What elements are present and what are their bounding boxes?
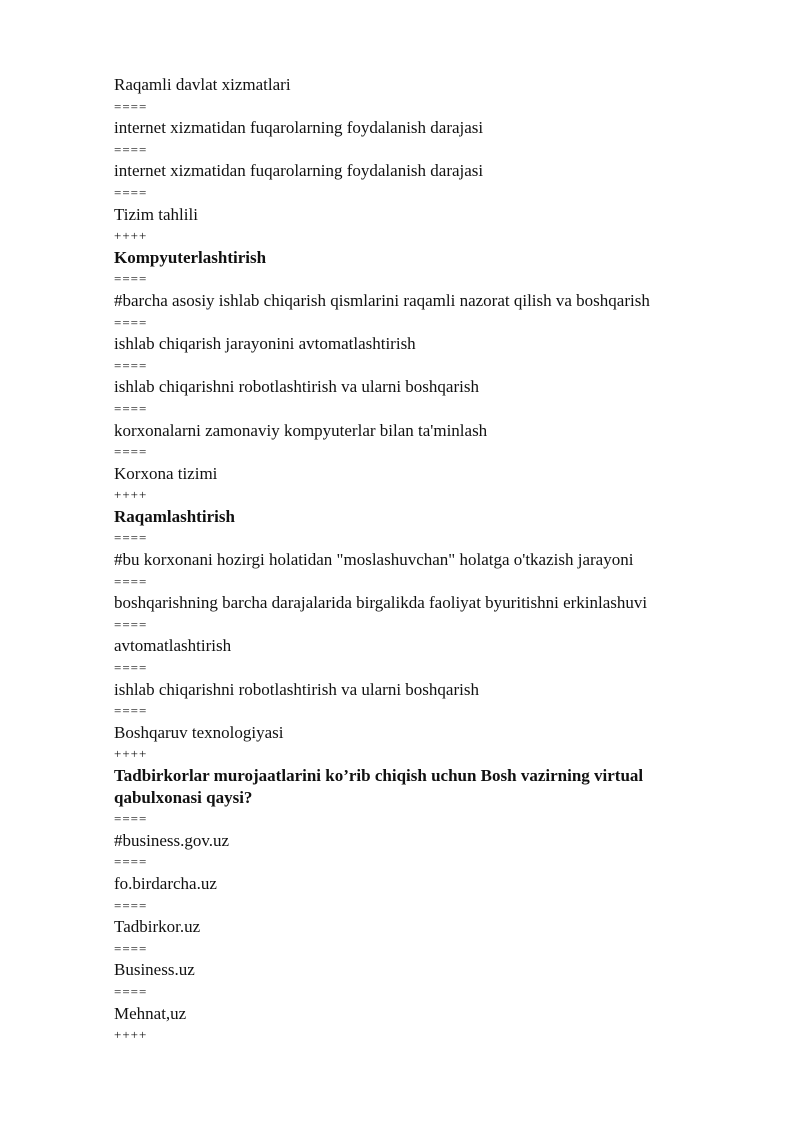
separator-line: ==== — [114, 400, 148, 416]
separator-line: ==== — [114, 184, 148, 200]
separator-line: ==== — [114, 940, 148, 956]
answer-line: Boshqaruv texnologiyasi — [114, 722, 284, 742]
answer-line: Business.uz — [114, 960, 195, 980]
separator-line: ==== — [114, 703, 148, 719]
separator-line: ==== — [114, 897, 148, 913]
separator-line: ==== — [114, 271, 148, 287]
separator-line: ==== — [114, 98, 148, 114]
answer-line: fo.birdarcha.uz — [114, 873, 217, 893]
separator-line: ==== — [114, 616, 148, 632]
separator-line: ==== — [114, 141, 148, 157]
separator-line: ++++ — [114, 746, 148, 762]
answer-line: ishlab chiqarishni robotlashtirish va ularni boshqarish — [114, 377, 479, 397]
answer-line: #business.gov.uz — [114, 830, 230, 850]
document-page — [114, 74, 724, 1046]
answer-line: Raqamli davlat xizmatlari — [114, 75, 291, 94]
separator-line: ==== — [114, 854, 148, 870]
separator-line: ==== — [114, 811, 148, 827]
answer-line: avtomatlashtirish — [114, 636, 232, 656]
answer-line: Korxona tizimi — [114, 463, 218, 483]
separator-line: ++++ — [114, 1027, 148, 1043]
question-heading: Tadbirkorlar murojaatlarini ko’rib chiqish uchun Bosh vazirning virtual qabulxonasi qaysi? — [114, 766, 644, 807]
separator-line: ++++ — [114, 487, 148, 503]
question-heading: Raqamlashtirish — [114, 506, 235, 526]
separator-line: ==== — [114, 314, 148, 330]
question-heading: Kompyuterlashtirish — [114, 247, 267, 267]
answer-line: boshqarishning barcha darajalarida birgalikda faoliyat byuritishni erkinlashuvi — [114, 593, 648, 613]
answer-line: korxonalarni zamonaviy kompyuterlar bilan ta'minlash — [114, 420, 488, 440]
answer-line: ishlab chiqarish jarayonini avtomatlashtirish — [114, 334, 416, 354]
answer-line: #barcha asosiy ishlab chiqarish qismlarini raqamli nazorat qilish va boshqarish — [114, 290, 650, 310]
answer-line: Tizim tahlili — [114, 204, 198, 224]
answer-line: Tadbirkor.uz — [114, 917, 201, 937]
separator-line: ==== — [114, 357, 148, 373]
answer-line: #bu korxonani hozirgi holatidan "moslashuvchan" holatga o'tkazish jarayoni — [114, 550, 634, 570]
separator-line: ==== — [114, 573, 148, 589]
answer-line: internet xizmatidan fuqarolarning foydalanish darajasi — [114, 118, 484, 138]
separator-line: ==== — [114, 983, 148, 999]
separator-line: ==== — [114, 444, 148, 460]
answer-line: Mehnat,uz — [114, 1003, 187, 1023]
separator-line: ==== — [114, 660, 148, 676]
separator-line: ++++ — [114, 228, 148, 244]
separator-line: ==== — [114, 530, 148, 546]
answer-line: ishlab chiqarishni robotlashtirish va ularni boshqarish — [114, 679, 479, 699]
answer-line: internet xizmatidan fuqarolarning foydalanish darajasi — [114, 161, 484, 181]
